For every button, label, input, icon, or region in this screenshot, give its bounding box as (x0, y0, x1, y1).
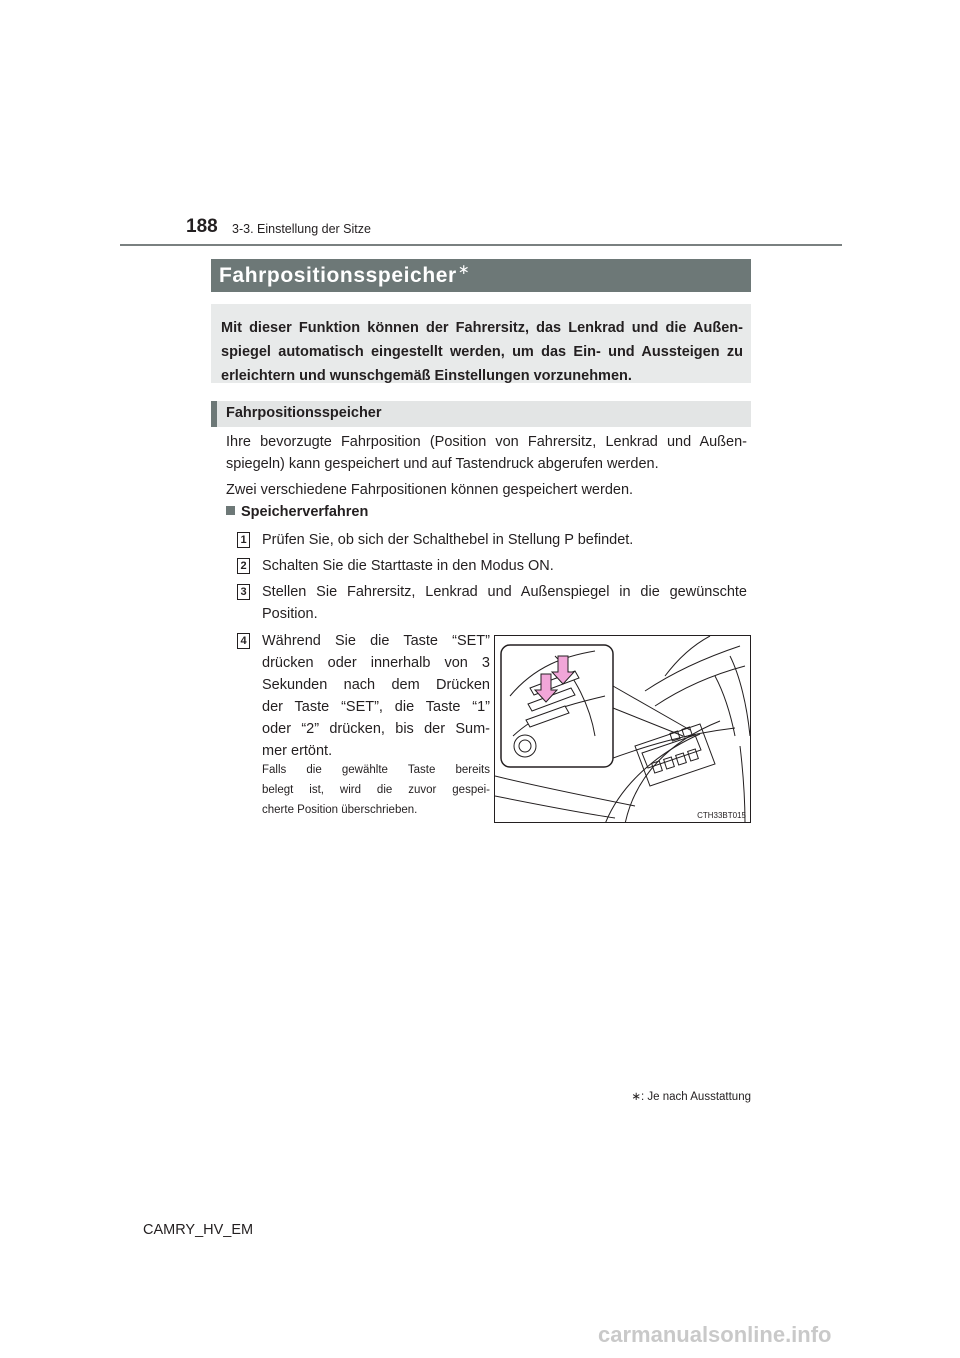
step-line: oder “2” drücken, bis der Sum- (262, 721, 490, 737)
step-line: Position. (262, 606, 318, 622)
note-line: Falls die gewählte Taste bereits (262, 764, 490, 776)
step-note (262, 760, 490, 820)
figure-code: CTH33BT015 (697, 811, 746, 820)
subsection-heading: Fahrpositionsspeicher (211, 401, 751, 427)
watermark: carmanualsonline.info (598, 1322, 832, 1347)
intro-line: spiegel automatisch eingestellt werden, um das Ein- und Aussteigen zu (221, 344, 743, 360)
intro-line: erleichtern und wunschgemäß Einstellungen vorzunehmen. (221, 368, 632, 384)
body-paragraph (226, 431, 747, 475)
page-title: Fahrpositionsspeicher (219, 264, 457, 287)
step-line: Prüfen Sie, ob sich der Schalthebel in Stellung P befindet. (262, 532, 634, 548)
step-number-badge: 2 (237, 558, 250, 574)
procedure-heading (226, 504, 368, 520)
step-number-badge: 3 (237, 584, 250, 600)
step-line: drücken oder innerhalb von 3 (262, 655, 490, 671)
body-paragraph: Zwei verschiedene Fahrpositionen können gespeichert werden. (226, 482, 634, 498)
step-text (262, 529, 633, 551)
step-text (262, 555, 554, 577)
step-text (262, 630, 490, 762)
procedure-heading-text: Speicherverfahren (241, 504, 369, 520)
intro-box (211, 304, 751, 383)
asterisk-marker: ∗ (457, 261, 471, 277)
square-bullet-icon (226, 506, 235, 515)
door-switch-figure (494, 635, 751, 823)
step-line: Stellen Sie Fahrersitz, Lenkrad und Außenspiegel in die gewünschte (262, 584, 747, 600)
note-line: belegt ist, wird die zuvor gespei- (262, 784, 490, 796)
step-number-badge: 4 (237, 633, 250, 649)
asterisk-marker: ∗ (631, 1091, 642, 1103)
footnote (600, 1089, 751, 1103)
door-memory-switch-illustration (495, 636, 751, 823)
footnote-text: : Je nach Ausstattung (641, 1091, 751, 1103)
note-line: cherte Position überschrieben. (262, 804, 418, 816)
step-line: Während Sie die Taste “SET” (262, 633, 490, 649)
step-number-badge: 1 (237, 532, 250, 548)
step-line: Sekunden nach dem Drücken (262, 677, 490, 693)
step-line: der Taste “SET”, die Taste “1” (262, 699, 490, 715)
section-title-bar (211, 259, 751, 292)
running-head: 3-3. Einstellung der Sitze (232, 222, 371, 236)
body-line: Ihre bevorzugte Fahrposition (Position von Fahrersitz, Lenkrad und Außen- (226, 434, 747, 450)
footer-model-code: CAMRY_HV_EM (143, 1222, 254, 1238)
step-line: mer ertönt. (262, 743, 333, 759)
body-line: spiegeln) kann gespeichert und auf Tastendruck abgerufen werden. (226, 456, 659, 472)
step-text (262, 581, 747, 625)
page-number: 188 (186, 216, 218, 237)
intro-line: Mit dieser Funktion können der Fahrersitz, das Lenkrad und die Außen- (221, 320, 743, 336)
header-rule (120, 244, 842, 246)
step-line: Schalten Sie die Starttaste in den Modus ON. (262, 558, 554, 574)
